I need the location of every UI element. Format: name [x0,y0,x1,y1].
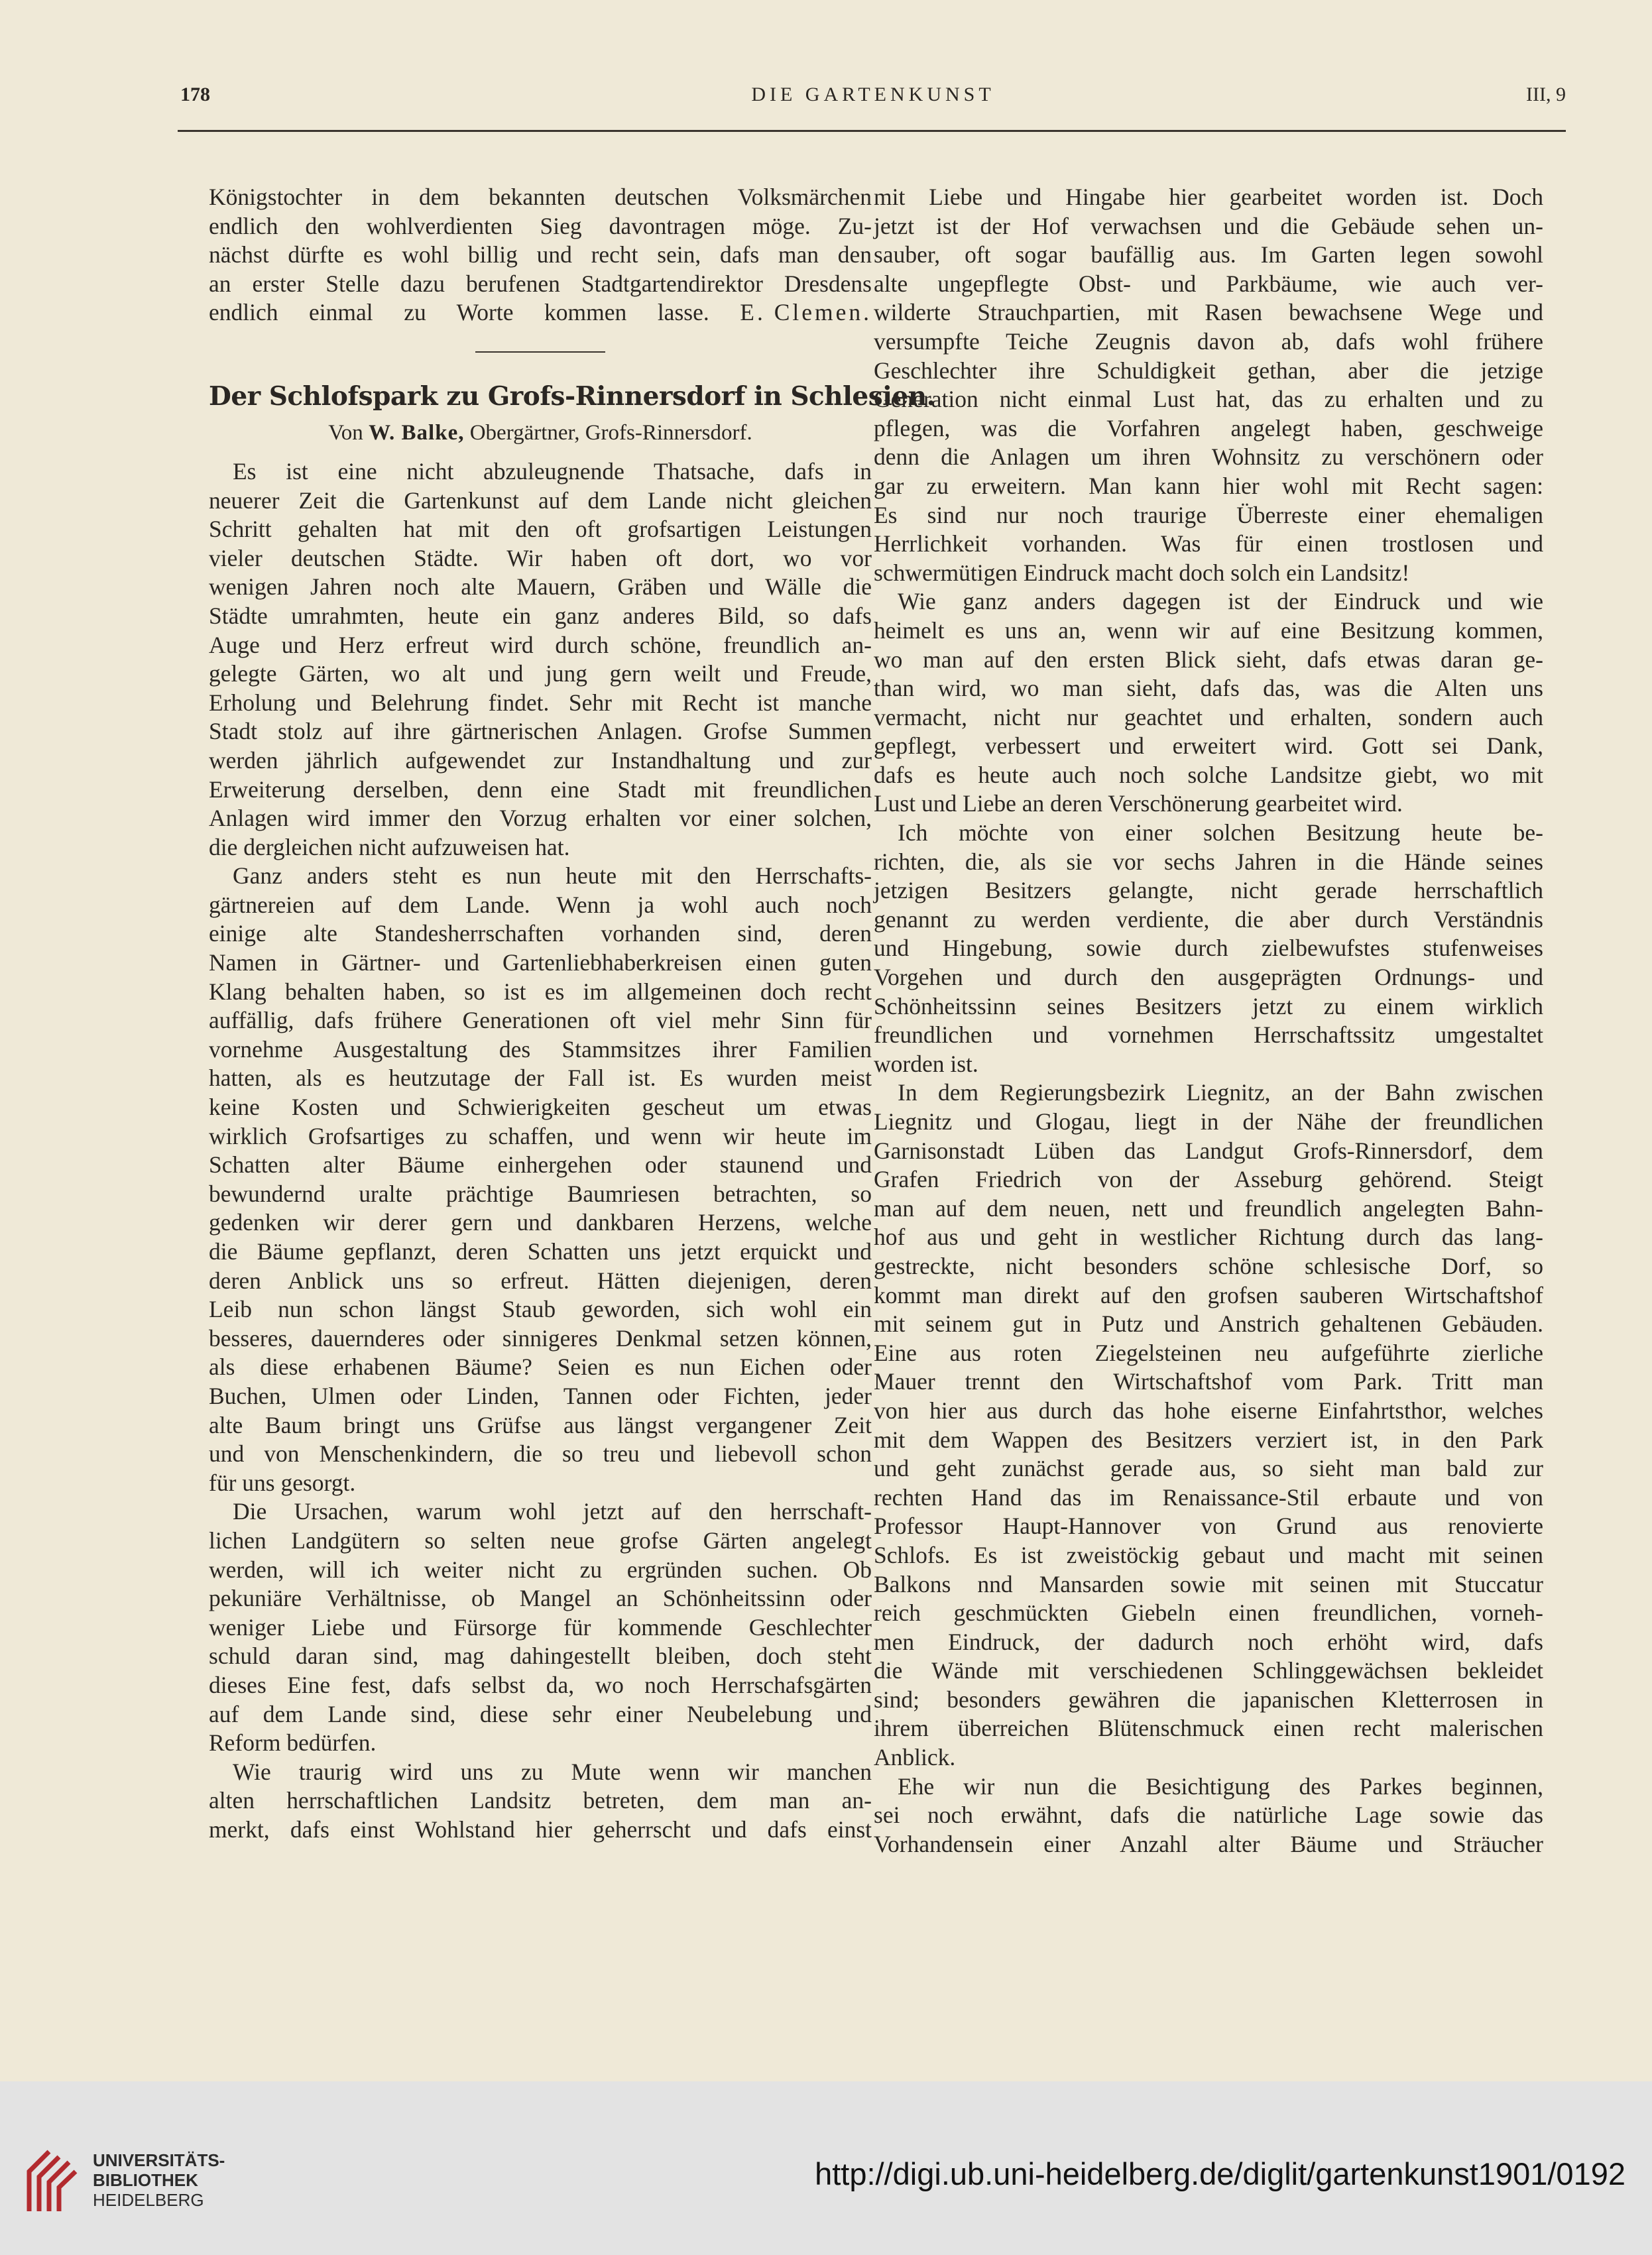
text-line: neuerer Zeit die Gartenkunst auf dem Lande nicht gleichen [209,487,872,514]
text-line: Stadt stolz auf ihre gärtnerischen Anlagen. Grofse Summen [209,718,872,745]
text-line: gar zu erweitern. Man kann hier wohl mit Recht sagen: [874,472,1543,499]
text-line: auf dem Lande sind, diese sehr einer Neubelebung und [209,1700,872,1727]
text-line: Mauer trennt den Wirtschaftshof vom Park. Tritt man [874,1368,1543,1395]
text-line: kommt man direkt auf den grofsen sauberen Wirtschaftshof [874,1281,1543,1308]
text-line: von hier aus durch das hohe eiserne Einfahrtsthor, welches [874,1397,1543,1424]
text-line: gärtnereien auf dem Lande. Wenn ja wohl auch noch [209,891,872,918]
text-line: die Bäume gepflanzt, deren Schatten uns jetzt erquickt und [209,1238,872,1265]
text-line: freundlichen und vornehmen Herrschaftssitz umgestaltet [874,1021,1543,1049]
text-line: werden, will ich weiter nicht zu ergründen suchen. Ob [209,1556,872,1583]
text-line: endlich den wohlverdienten Sieg davontragen möge. Zu- [209,212,872,239]
text-line: Ehe wir nun die Besichtigung des Parkes beginnen, [898,1772,1543,1800]
text-line: alte Baum bringt uns Grüfse aus längst vergangener Zeit [209,1411,872,1438]
text-line: schwermütigen Eindruck macht doch solch ein Landsitz! [874,559,1410,586]
text-line: jetzigen Besitzers gelangte, nicht gerade herrschaftlich [874,877,1543,904]
text-line: wilderte Strauchpartien, mit Rasen bewachsene Wege und [874,299,1543,326]
text-line: gedenken wir derer gern und dankbaren Herzens, welche [209,1209,872,1236]
text-line: Herrlichkeit vorhanden. Was für einen trostlosen und [874,530,1543,557]
text-line: dieses Eine fest, dafs selbst da, wo noch Herrschafsgärten [209,1671,872,1698]
continued-paragraph [209,183,872,327]
text-line: Erweiterung derselben, denn eine Stadt mit freundlichen [209,776,872,803]
text-line: Balkons nnd Mansarden sowie mit seinen mit Stuccatur [874,1570,1543,1597]
text-line: die dergleichen nicht aufzuweisen hat. [209,833,570,860]
text-line: Geschlechter ihre Schuldigkeit gethan, aber die jetzige [874,357,1543,384]
text-line: heimelt es uns an, wenn wir auf eine Besitzung kommen, [874,616,1543,644]
text-line: In dem Regierungsbezirk Liegnitz, an der Bahn zwischen [898,1079,1543,1106]
text-line: weniger Liebe und Fürsorge für kommende Geschlechter [209,1613,872,1641]
text-line: deren Anblick uns so erfreut. Hätten diejenigen, deren [209,1267,872,1294]
signature: E. Clemen. [740,299,872,326]
text-line: alte ungepflegte Obst- und Parkbäume, wie auch ver- [874,270,1543,297]
text-line: pekuniäre Verhältnisse, ob Mangel an Schönheitssinn oder [209,1585,872,1612]
text-line: Reform bedürfen. [209,1729,377,1757]
text-line: bewundernd uralte prächtige Baumriesen betrachten, so [209,1180,872,1207]
text-line: lichen Landgütern so selten neue grofse Gärten angelegt [209,1527,872,1554]
text-line: wenigen Jahren noch alte Mauern, Gräben und Wälle die [209,573,872,601]
text-line: und geht zunächst gerade aus, so sieht man bald zur [874,1455,1543,1482]
text-line: Ich möchte von einer solchen Besitzung heute be- [898,819,1543,846]
text-line: Leib nun schon längst Staub geworden, sich wohl ein [209,1296,872,1323]
text-line: Erholung und Belehrung findet. Sehr mit Recht ist manche [209,689,872,716]
text-line: Anblick. [874,1744,956,1771]
paragraph [874,183,1543,587]
text-line: gepflegt, verbessert und erweitert wird. Gott sei Dank, [874,732,1543,760]
text-line: Wie traurig wird uns zu Mute wenn wir manchen [233,1758,872,1785]
text-line: Schatten alter Bäume einhergehen oder staunend und [209,1151,872,1179]
text-line: ihrem überreichen Blütenschmuck einen recht malerischen [874,1715,1543,1742]
paragraph [874,819,1543,1078]
text-line: Grafen Friedrich von der Asseburg gehörend. Steigt [874,1166,1543,1193]
text-line: sei noch erwähnt, dafs die natürliche Lage sowie das [874,1802,1543,1829]
text-line: mit seinem gut in Putz und Anstrich gehaltenen Gebäuden. [874,1310,1543,1338]
source-url-link[interactable]: http://digi.ub.uni-heidelberg.de/diglit/gartenkunst1901/0192 [815,2156,1625,2191]
text-line: Professor Haupt-Hannover von Grund aus renovierte [874,1513,1543,1540]
library-name-line2: BIBLIOTHEK [93,2170,198,2190]
text-line: pflegen, was die Vorfahren angelegt haben, geschweige [874,414,1543,441]
text-line: und von Menschenkindern, die so treu und liebevoll schon [209,1440,872,1468]
text-line: Wie ganz anders dagegen ist der Eindruck und wie [898,588,1543,615]
text-line: keine Kosten und Schwierigkeiten gescheut um etwas [209,1094,872,1121]
text-line: für uns gesorgt. [209,1469,356,1496]
text-line: Auge und Herz erfreut wird durch schöne, freundlich an- [209,631,872,658]
text-line: vornehme Ausgestaltung des Stammsitzes ihrer Familien [209,1035,872,1063]
journal-title: DIE GARTENKUNST [751,84,995,105]
paragraph [209,862,872,1497]
text-line: die Wände mit verschiedenen Schlinggewächsen bekleidet [874,1657,1543,1684]
text-line: alten herrschaftlichen Landsitz betreten, dem man an- [209,1787,872,1814]
page-header [180,84,1566,123]
text-line: Schönheitssinn seines Besitzers jetzt zu einem wirklich [874,992,1543,1019]
author-role: Obergärtner, Grofs-Rinnersdorf. [469,420,752,445]
author-name: W. Balke, [369,420,465,445]
text-line: reich geschmückten Giebeln einen freundlichen, vorneh- [874,1599,1543,1627]
text-line: jetzt ist der Hof verwachsen und die Gebäude sehen un- [874,212,1543,239]
text-line: Eine aus roten Ziegelsteinen neu aufgeführte zierliche [874,1339,1543,1366]
text-line-content: endlich einmal zu Worte kommen lasse. [209,299,709,326]
university-library-logo-icon [23,2145,82,2218]
text-line: nächst dürfte es wohl billig und recht sein, dafs man den [209,241,872,268]
text-line: Vorhandensein einer Anzahl alter Bäume und Sträucher [874,1830,1543,1857]
text-line: werden jährlich aufgewendet zur Instandhaltung und zur [209,746,872,774]
byline [209,418,872,448]
text-line: man auf dem neuen, nett und freundlich angelegten Bahn- [874,1194,1543,1222]
volume-issue: III, 9 [1526,84,1566,105]
text-line: Anlagen wird immer den Vorzug erhalten vor einer solchen, [209,805,872,832]
text-line: Schritt gehalten hat mit den oft grofsartigen Leistungen [209,516,872,543]
text-line: Vorgehen und durch den ausgeprägten Ordnungs- und [874,964,1543,991]
text-line: Liegnitz und Glogau, liegt in der Nähe der freundlichen [874,1108,1543,1135]
paragraph [209,1497,872,1757]
paragraph [874,587,1543,819]
text-line: versumpfte Teiche Zeugnis davon ab, dafs wohl frühere [874,327,1543,355]
text-line: worden ist. [874,1050,978,1077]
text-line: mit dem Wappen des Besitzers verziert ist, in den Park [874,1426,1543,1453]
library-name [93,2150,225,2210]
text-line: Namen in Gärtner- und Gartenliebhaberkreisen einen guten [209,949,872,976]
text-line: Städte umrahmten, heute ein ganz anderes Bild, so dafs [209,602,872,629]
text-line: als diese erhabenen Bäume? Seien es nun Eichen oder [209,1354,872,1381]
text-line: Die Ursachen, warum wohl jetzt auf den herrschaft- [233,1498,872,1525]
text-line: besseres, dauernderes oder sinnigeres Denkmal setzen können, [209,1324,872,1352]
right-column [874,183,1543,1859]
text-line: auffällig, dafs frühere Generationen oft viel mehr Sinn für [209,1007,872,1034]
text-line: rechten Hand das im Renaissance-Stil erbaute und von [874,1483,1543,1511]
text-line: hatten, als es heutzutage der Fall ist. Es wurden meist [209,1065,872,1092]
article-title: Der Schlofspark zu Grofs-Rinnersdorf in Schlesien. [209,380,935,412]
text-line: Garnisonstadt Lüben das Landgut Grofs-Rinnersdorf, dem [874,1137,1543,1164]
text-line: sauber, oft sogar baufällig aus. Im Garten legen sowohl [874,241,1543,268]
text-line: Klang behalten haben, so ist es im allgemeinen doch recht [209,978,872,1005]
text-line: genannt zu werden verdiente, die aber durch Verständnis [874,905,1543,933]
text-line: einige alte Standesherrschaften vorhanden sind, deren [209,920,872,947]
text-line: than wird, wo man sieht, dafs das, was die Alten uns [874,675,1543,702]
paragraph [874,1078,1543,1772]
footer-bar [0,2081,1652,2255]
text-line: sind; besonders gewähren die japanischen Kletterrosen in [874,1686,1543,1713]
text-line: Generation nicht einmal Lust hat, das zu erhalten und zu [874,386,1543,413]
text-line: merkt, dafs einst Wohlstand hier geherrscht und dafs einst [209,1816,872,1843]
text-line: gestreckte, nicht besonders schöne schlesische Dorf, so [874,1252,1543,1279]
text-line: Ganz anders steht es nun heute mit den Herrschafts- [233,862,872,890]
text-line: gelegte Gärten, wo alt und jung gern weilt und Freude, [209,660,872,687]
text-line: Lust und Liebe an deren Verschönerung gearbeitet wird. [874,790,1403,817]
text-line: hof aus und geht in westlicher Richtung durch das lang- [874,1224,1543,1251]
library-name-line3: HEIDELBERG [93,2190,204,2210]
text-line: Königstochter in dem bekannten deutschen Volksmärchen [209,184,872,210]
text-line: vieler deutschen Städte. Wir haben oft dort, wo vor [209,544,872,571]
paragraph [209,1758,872,1845]
header-rule [178,130,1566,132]
article-body-right [874,183,1543,1859]
text-line: richten, die, als sie vor sechs Jahren in die Hände seines [874,848,1543,875]
text-line: an erster Stelle dazu berufenen Stadtgartendirektor Dresdens [209,270,872,297]
text-line: dafs es heute auch noch solche Landsitze giebt, wo mit [874,761,1543,788]
section-divider [475,351,605,353]
byline-prefix: Von [328,420,363,445]
article-body-left [209,457,872,1845]
text-line: Es ist eine nicht abzuleugnende Thatsache, dafs in [233,457,872,485]
text-line: Es sind nur noch traurige Überreste einer ehemaligen [874,501,1543,528]
text-line: men Eindruck, der dadurch noch erhöht wird, dafs [874,1628,1543,1655]
text-line: wirklich Grofsartiges zu schaffen, und wenn wir heute im [209,1122,872,1149]
text-line: wo man auf den ersten Blick sieht, dafs etwas daran ge- [874,646,1543,673]
text-line: Buchen, Ulmen oder Linden, Tannen oder Fichten, jeder [209,1382,872,1409]
text-line: schuld daran sind, mag dahingestellt bleiben, doch steht [209,1643,872,1670]
library-name-line1: UNIVERSITÄTS- [93,2150,225,2170]
paragraph [874,1772,1543,1859]
page-number: 178 [180,84,210,105]
text-line: denn die Anlagen um ihren Wohnsitz zu verschönern oder [874,443,1543,471]
paragraph [209,457,872,862]
text-line: Schlofs. Es ist zweistöckig gebaut und macht mit seinen [874,1541,1543,1568]
text-line [209,298,872,327]
text-line: mit Liebe und Hingabe hier gearbeitet worden ist. Doch [874,184,1543,210]
text-line: vermacht, nicht nur geachtet und erhalten, sondern auch [874,703,1543,730]
text-line: und Hingebung, sowie durch zielbewufstes stufenweises [874,935,1543,962]
